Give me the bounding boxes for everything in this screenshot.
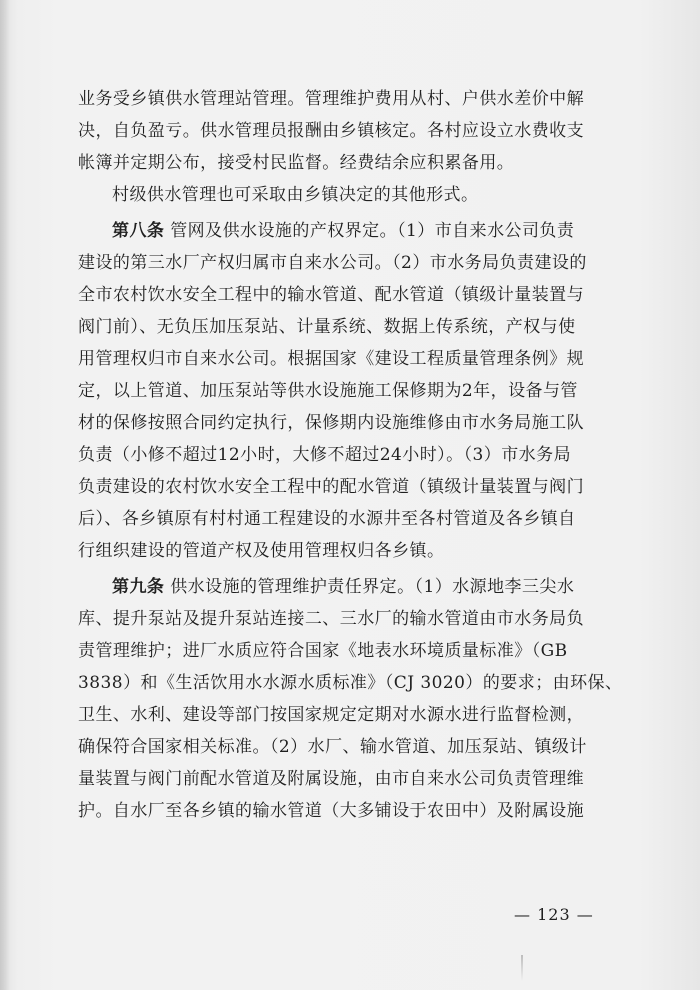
- text-line: 阀门前）、无负压加压泵站、计量系统、数据上传系统，产权与使: [78, 317, 576, 337]
- article-9-heading: 第九条: [112, 577, 165, 597]
- text-line: 3838）和《生活饮用水水源水质标准》（CJ 3020）的要求；由环保、: [78, 673, 623, 693]
- text-line: 供水设施的管理维护责任界定。（1）水源地李三尖水: [170, 577, 575, 597]
- text-line: 卫生、水利、建设等部门按国家规定定期对水源水进行监督检测，: [78, 705, 585, 725]
- text-line: 管网及供水设施的产权界定。（1）市自来水公司负责: [170, 221, 575, 241]
- text-line: 全市农村饮水安全工程中的输水管道、配水管道（镇级计量装置与: [78, 285, 585, 305]
- binding-shadow: [0, 0, 10, 990]
- article-8-heading: 第八条: [112, 221, 165, 241]
- text-line: 量装置与阀门前配水管道及附属设施，由市自来水公司负责管理维: [78, 769, 585, 789]
- text-line: 护。自水厂至各乡镇的输水管道（大多铺设于农田中）及附属设施: [78, 801, 585, 821]
- text-line: 负责建设的农村饮水安全工程中的配水管道（镇级计量装置与阀门: [78, 477, 585, 497]
- text-line: 用管理权归市自来水公司。根据国家《建设工程质量管理条例》规: [78, 349, 585, 369]
- paper-crease: [521, 955, 523, 981]
- article-9-first-line: [78, 571, 626, 603]
- text-line: 责管理维护；进厂水质应符合国家《地表水环境质量标准》（GB: [78, 641, 568, 661]
- text-line: 建设的第三水厂产权归属市自来水公司。（2）市水务局负责建设的: [78, 253, 587, 273]
- text-line: 负责（小修不超过12小时，大修不超过24小时）。（3）市水务局: [78, 445, 572, 465]
- page-number: — 123 —: [514, 905, 594, 924]
- text-line: 后）、各乡镇原有村村通工程建设的水源井至各村管道及各乡镇自: [78, 509, 576, 529]
- text-line: 行组织建设的管道产权及使用管理权归各乡镇。: [78, 541, 445, 561]
- text-line: 材的保修按照合同约定执行，保修期内设施维修由市水务局施工队: [78, 413, 585, 433]
- text-line: 业务受乡镇供水管理站管理。管理维护费用从村、户供水差价中解: [78, 89, 585, 109]
- text-line: 村级供水管理也可采取由乡镇决定的其他形式。: [112, 185, 479, 205]
- text-line: 确保符合国家相关标准。（2）水厂、输水管道、加压泵站、镇级计: [78, 737, 587, 757]
- text-line: 决，自负盈亏。供水管理员报酬由乡镇核定。各村应设立水费收支: [78, 121, 585, 141]
- text-line: 帐簿并定期公布，接受村民监督。经费结余应积累备用。: [78, 153, 515, 173]
- text-line: 定，以上管道、加压泵站等供水设施施工保修期为2年，设备与管: [78, 381, 578, 401]
- text-line: 库、提升泵站及提升泵站连接二、三水厂的输水管道由市水务局负: [78, 609, 585, 629]
- body-text: [78, 83, 626, 827]
- article-8-first-line: [78, 215, 626, 247]
